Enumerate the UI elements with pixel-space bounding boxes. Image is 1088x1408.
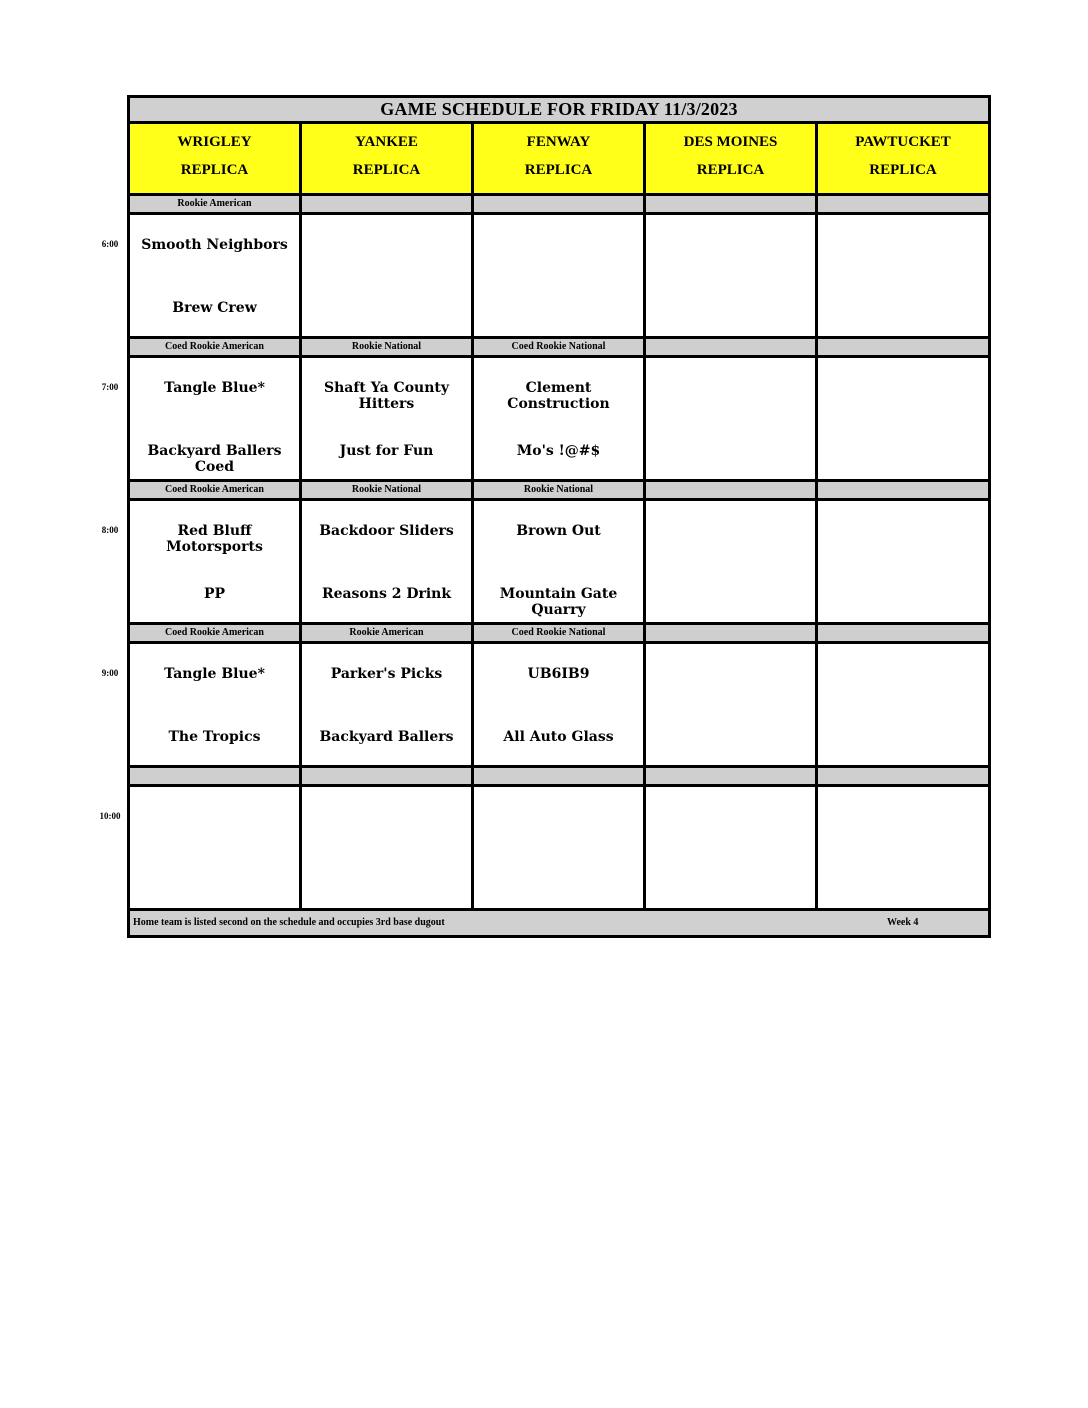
away-team: Clement Construction xyxy=(507,380,610,412)
game-cell xyxy=(302,358,474,482)
game-cell xyxy=(302,215,474,339)
game-cell xyxy=(646,215,818,339)
schedule-table xyxy=(127,95,991,938)
game-cell xyxy=(130,501,302,625)
division-label xyxy=(646,339,818,358)
division-label xyxy=(130,768,302,787)
away-team: Backdoor Sliders xyxy=(319,523,454,539)
away-team: Shaft Ya County Hitters xyxy=(323,380,449,412)
home-team: PP xyxy=(203,586,226,602)
time-label: 7:00 xyxy=(101,382,119,392)
game-cell xyxy=(818,644,988,768)
game-cell xyxy=(130,787,302,911)
division-label: Coed Rookie American xyxy=(130,625,302,644)
division-label: Coed Rookie National xyxy=(474,625,646,644)
field-header xyxy=(302,124,474,196)
home-team: Mountain Gate Quarry xyxy=(499,586,618,618)
game-cell xyxy=(474,358,646,482)
time-label: 10:00 xyxy=(99,811,121,821)
game-cell xyxy=(302,501,474,625)
field-header xyxy=(130,124,302,196)
division-label xyxy=(474,768,646,787)
time-label: 8:00 xyxy=(101,525,119,535)
away-team: Smooth Neighbors xyxy=(141,237,288,253)
division-label xyxy=(818,196,988,215)
time-label: 9:00 xyxy=(101,668,119,678)
field-type: REPLICA xyxy=(180,162,249,178)
home-team: Reasons 2 Drink xyxy=(321,586,452,602)
game-cell xyxy=(646,501,818,625)
field-name: WRIGLEY xyxy=(177,134,252,150)
division-label: Rookie American xyxy=(302,625,474,644)
field-name: PAWTUCKET xyxy=(855,134,951,150)
away-team: Tangle Blue* xyxy=(164,666,265,682)
division-label xyxy=(646,768,818,787)
schedule-title: GAME SCHEDULE FOR FRIDAY 11/3/2023 xyxy=(130,98,988,124)
game-cell xyxy=(646,644,818,768)
division-label: Rookie National xyxy=(474,482,646,501)
away-team: Parker's Picks xyxy=(330,666,443,682)
field-type: REPLICA xyxy=(696,162,765,178)
field-header xyxy=(818,124,988,196)
game-cell xyxy=(818,215,988,339)
field-header xyxy=(474,124,646,196)
home-team: Just for Fun xyxy=(339,443,434,459)
game-cell xyxy=(818,358,988,482)
field-header xyxy=(646,124,818,196)
game-cell xyxy=(302,644,474,768)
away-team: Brown Out xyxy=(516,523,601,539)
home-team: The Tropics xyxy=(168,729,261,745)
away-team: UB6IB9 xyxy=(527,666,590,682)
game-cell xyxy=(474,787,646,911)
division-label xyxy=(302,768,474,787)
away-team: Red Bluff Motorsports xyxy=(166,523,263,555)
field-name: YANKEE xyxy=(355,134,418,150)
away-team: Tangle Blue* xyxy=(164,380,265,396)
game-cell xyxy=(474,501,646,625)
home-team: Backyard Ballers xyxy=(319,729,454,745)
division-label: Coed Rookie National xyxy=(474,339,646,358)
division-label xyxy=(646,625,818,644)
game-cell xyxy=(474,215,646,339)
division-label xyxy=(818,768,988,787)
division-label xyxy=(818,482,988,501)
division-label: Coed Rookie American xyxy=(130,482,302,501)
division-label: Rookie National xyxy=(302,482,474,501)
field-type: REPLICA xyxy=(524,162,593,178)
game-cell xyxy=(646,787,818,911)
game-cell xyxy=(818,787,988,911)
field-name: FENWAY xyxy=(526,134,591,150)
time-label: 6:00 xyxy=(101,239,119,249)
home-team: Brew Crew xyxy=(172,300,257,316)
field-type: REPLICA xyxy=(869,162,937,178)
field-type: REPLICA xyxy=(352,162,421,178)
division-label: Rookie National xyxy=(302,339,474,358)
footer-bar xyxy=(130,911,988,935)
division-label xyxy=(646,196,818,215)
field-name: DES MOINES xyxy=(683,134,778,150)
division-label xyxy=(302,196,474,215)
game-cell xyxy=(646,358,818,482)
game-cell xyxy=(818,501,988,625)
week-label: Week 4 xyxy=(887,917,919,928)
game-cell xyxy=(130,358,302,482)
division-label xyxy=(646,482,818,501)
home-team: Backyard Ballers Coed xyxy=(147,443,282,475)
game-cell xyxy=(474,644,646,768)
game-cell xyxy=(302,787,474,911)
home-team: All Auto Glass xyxy=(503,729,614,745)
home-team-note: Home team is listed second on the schedule and occupies 3rd base dugout xyxy=(133,917,445,928)
home-team: Mo's !@#$ xyxy=(516,443,601,459)
game-cell xyxy=(130,215,302,339)
game-cell xyxy=(130,644,302,768)
division-label xyxy=(474,196,646,215)
division-label: Rookie American xyxy=(130,196,302,215)
division-label: Coed Rookie American xyxy=(130,339,302,358)
division-label xyxy=(818,625,988,644)
division-label xyxy=(818,339,988,358)
